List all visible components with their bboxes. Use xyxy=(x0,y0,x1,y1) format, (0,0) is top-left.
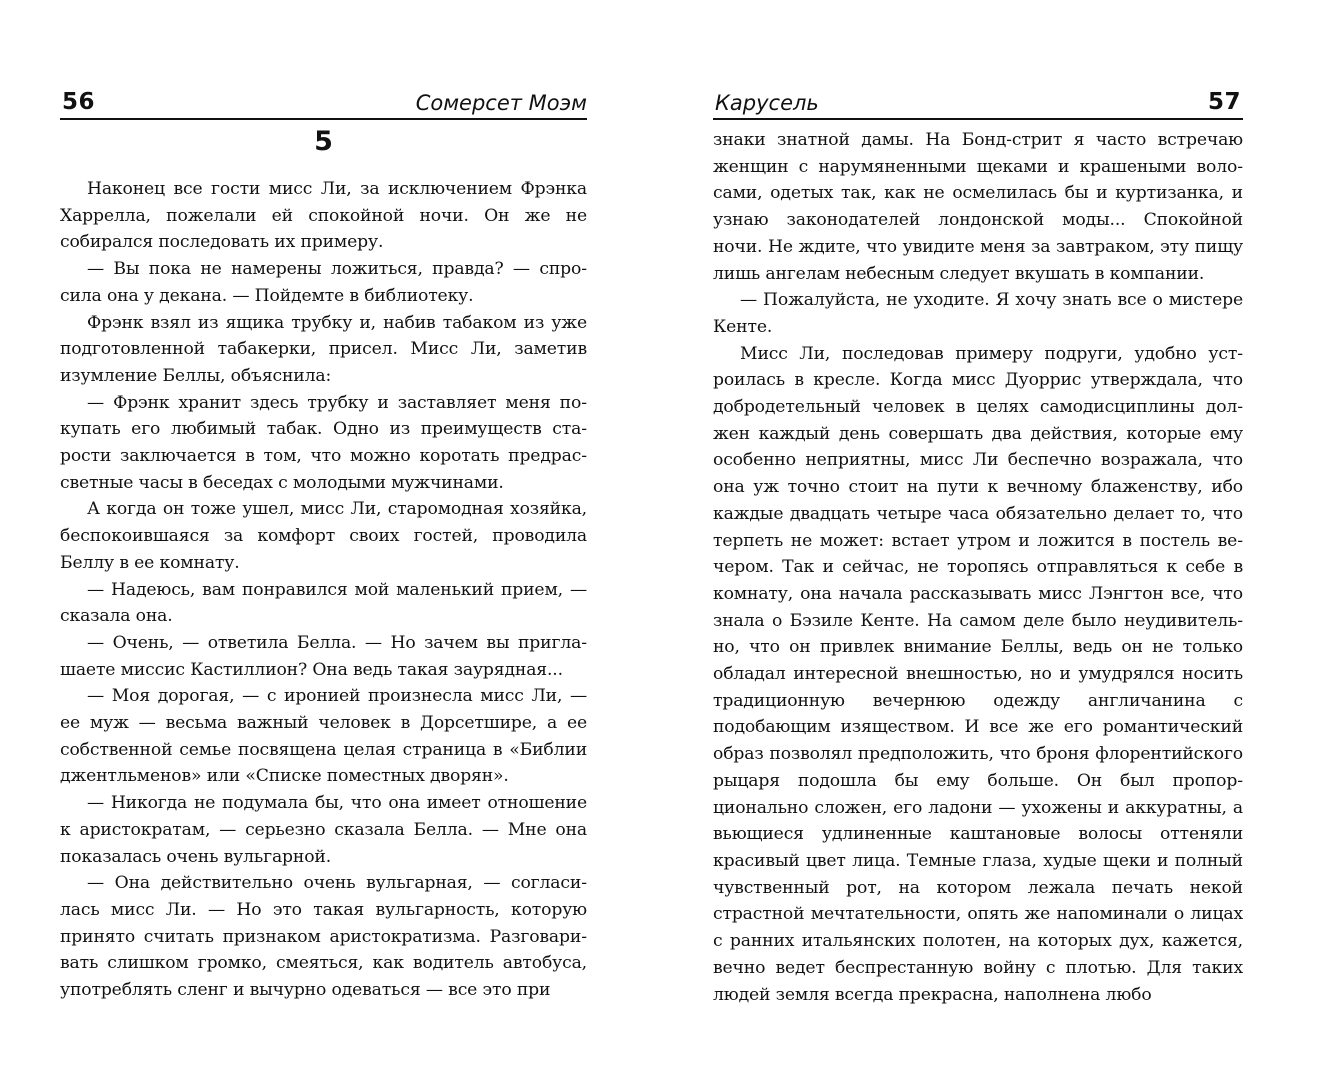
paragraph: — Надеюсь, вам понравился мой маленький прием, — сказала она. xyxy=(60,579,587,627)
left-running-title: Сомерсет Моэм xyxy=(415,91,587,115)
paragraph: А когда он тоже ушел, мисс Ли, старомодная хозяйка, беспокоившаяся за комфорт своих гостей, проводила Беллу в ее комнату. xyxy=(60,499,587,573)
right-page-text xyxy=(713,127,1243,1008)
right-page-header xyxy=(713,86,1243,120)
paragraph: — Моя дорогая, — с иронией произнесла мисс Ли, — ее муж — весьма важный человек в Дорсетшире, а ее собственной семье посвящена целая страница в «Библии джентльменов» или «Списке поместных дворян». xyxy=(60,686,587,787)
paragraph: — Она действительно очень вульгарная, — согласилась мисс Ли. — Но это такая вульгарность, которую принято считать признаком аристократизма. Разговаривать слишком громко, смеяться, как водитель автобуса, употреблять сленг и вычурно одеваться — все это при xyxy=(60,873,587,1001)
paragraph: Мисс Ли, последовав примеру подруги, удобно устроилась в кресле. Когда мисс Дуоррис утверждала, что добродетельный человек в целях самодисциплины должен каждый день совершать два действия, которые ему особенно неприятны, мисс Ли беспечно возражала, что она уж точно стоит на пути к вечному блаженству, ибо каждые двадцать четыре часа обязательно делает то, что терпеть не может: встает утром и ложится в постель вечером. Так и сейчас, не торопясь отправляться к себе в комнату, она начала рассказывать мисс Лэнгтон все, что знала о Бэзиле Кенте. На самом деле было неудивительно, что он привлек внимание Беллы, ведь он не только обладал интересной внешностью, но и умудрялся носить традиционную вечернюю одежду англичанина с подобающим изяществом. И все же его романтический образ позволял предположить, что броня флорентийского рыцаря подошла бы ему больше. Он был пропорционально сложен, его ладони — ухожены и аккуратны, а вьющиеся удлиненные каштановые волосы оттеняли красивый цвет лица. Темные глаза, худые щеки и полный чувственный рот, на котором лежала печать некой страстной мечтательности, опять же напоминали о лицах с ранних итальянских полотен, на которых дух, кажется, вечно ведет беспрестанную войну с плотью. Для таких людей земля всегда прекрасна, наполнена любо xyxy=(713,343,1243,1005)
paragraph: Фрэнк взял из ящика трубку и, набив табаком из уже подготовленной табакерки, присел. Мисс Ли, заметив изумление Беллы, объяснила: xyxy=(60,312,587,386)
paragraph: — Очень, — ответила Белла. — Но зачем вы приглашаете миссис Кастиллион? Она ведь такая заурядная... xyxy=(60,632,587,680)
paragraph-continued: знаки знатной дамы. На Бонд-стрит я часто встречаю женщин с нарумяненными щеками и крашеными волосами, одетых так, как не осмелилась бы и куртизанка, и узнаю законодателей лондонской моды... Спокойной ночи. Не ждите, что увидите меня за завтраком, эту пищу лишь ангелам небесным следует вкушать в компании. xyxy=(713,130,1243,284)
right-page-number: 57 xyxy=(1207,89,1241,115)
right-page xyxy=(713,0,1243,1080)
left-page-header xyxy=(60,86,587,120)
left-page xyxy=(60,0,587,1080)
left-page-number: 56 xyxy=(62,89,96,115)
paragraph: — Никогда не подумала бы, что она имеет отношение к аристократам, — серьезно сказала Белла. — Мне она показалась очень вульгарной. xyxy=(60,793,587,867)
left-page-text xyxy=(60,176,587,1004)
chapter-number: 5 xyxy=(314,126,333,157)
right-running-title: Карусель xyxy=(715,91,819,115)
paragraph: — Фрэнк хранит здесь трубку и заставляет меня покупать его любимый табак. Одно из преимуществ старости заключается в том, что можно коротать предрассветные часы в беседах с молодыми мужчинами. xyxy=(60,392,587,493)
paragraph: — Вы пока не намерены ложиться, правда? — спросила она у декана. — Пойдемте в библиотеку. xyxy=(60,259,587,306)
paragraph: — Пожалуйста, не уходите. Я хочу знать все о мистере Кенте. xyxy=(713,290,1243,337)
paragraph: Наконец все гости мисс Ли, за исключением Фрэнка Харрелла, пожелали ей спокойной ночи. Он же не собирался последовать их примеру. xyxy=(60,179,587,253)
